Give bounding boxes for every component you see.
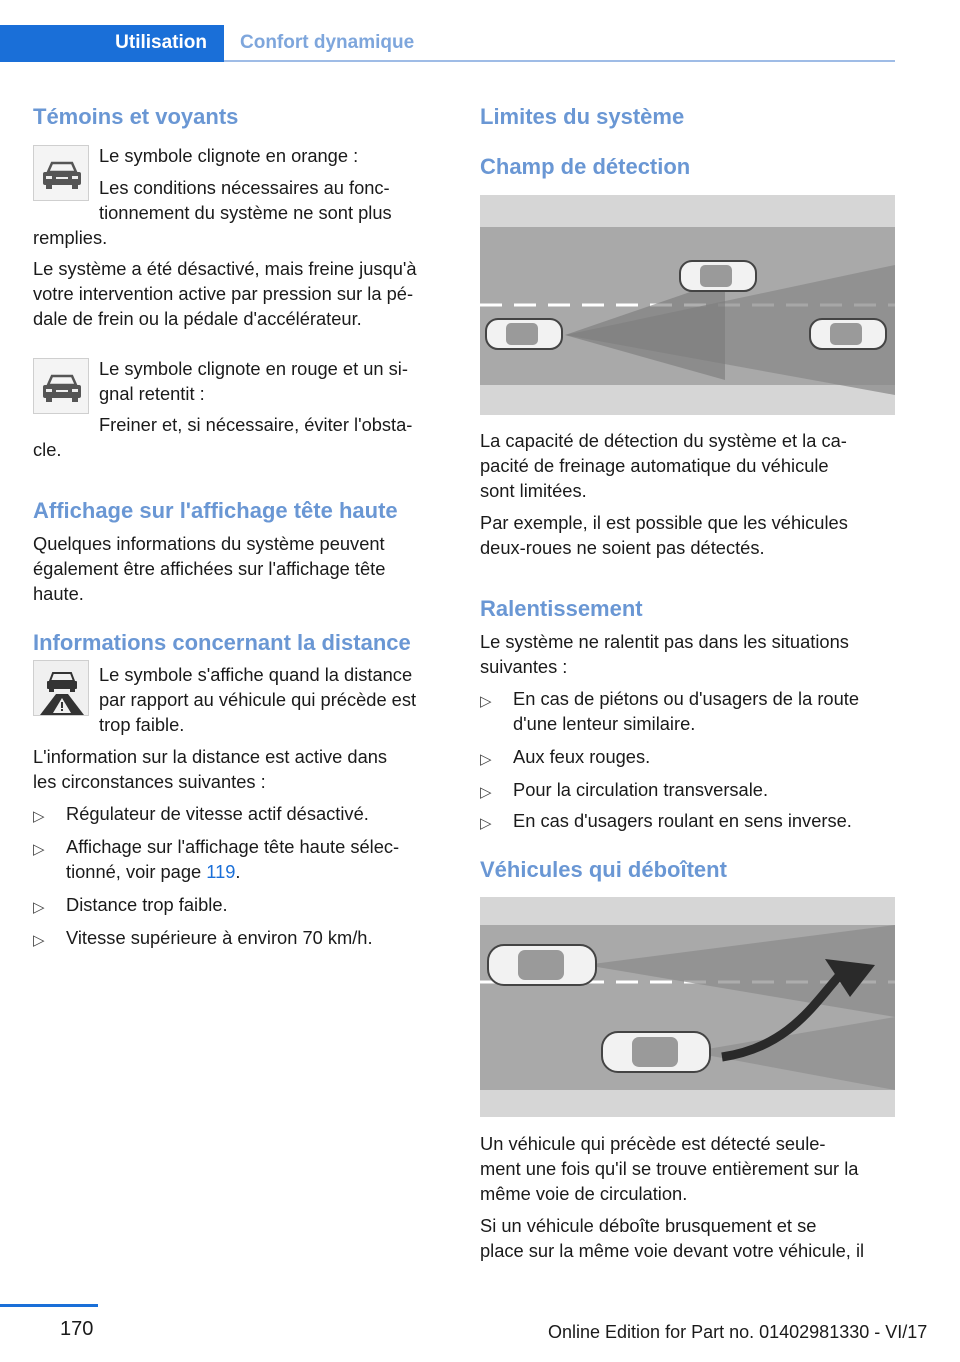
- orange-desc-cont: remplies.: [33, 227, 108, 248]
- distance-info: L'information sur la distance est active dans les circonstances suivantes :: [33, 746, 388, 792]
- triangle-right-outline-icon: ▷: [33, 808, 45, 825]
- car-front-warning-icon: [33, 145, 89, 201]
- triangle-right-outline-icon: ▷: [480, 815, 492, 832]
- triangle-right-outline-icon: ▷: [33, 932, 45, 949]
- car-other-lane: [680, 261, 756, 291]
- section-title-hud: Affichage sur l'affichage tête haute: [33, 498, 398, 523]
- ralentissement-paragraph: Le système ne ralentit pas dans les situations suivantes :: [480, 631, 849, 677]
- car-cutting-in: [602, 1032, 710, 1072]
- section-title-limites: Limites du système: [480, 104, 685, 129]
- cut-in-paragraph: Un véhicule qui précède est détecté seule- ment une fois qu'il se trouve entièrement sur la même voie de circulation.: [480, 1133, 859, 1204]
- tab-utilisation[interactable]: Utilisation: [0, 25, 224, 62]
- triangle-right-outline-icon: ▷: [33, 841, 45, 858]
- list-item-cont: d'une lenteur similaire.: [513, 713, 696, 734]
- car-ego: [486, 319, 562, 349]
- car-front-warning-icon: [33, 358, 89, 414]
- rouge-action-cont: cle.: [33, 439, 62, 460]
- detection-field-illustration: [480, 195, 895, 415]
- rouge-action: Freiner et, si nécessaire, éviter l'obsta-: [99, 414, 413, 435]
- tab-confort-dynamique[interactable]: Confort dynamique: [240, 32, 415, 53]
- orange-desc: Les conditions nécessaires au fonc- tionnement du système ne sont plus: [99, 177, 392, 223]
- capacity-paragraph: La capacité de détection du système et la ca- pacité de freinage automatique du véhicule sont limitées.: [480, 430, 847, 501]
- hud-paragraph: Quelques informations du système peuvent également être affichées sur l'affichage tête haute.: [33, 533, 386, 604]
- triangle-right-outline-icon: ▷: [480, 693, 492, 710]
- example-paragraph: Par exemple, il est possible que les véhicules deux-roues ne soient pas détectés.: [480, 512, 848, 558]
- rouge-text: Le symbole clignote en rouge et un si- gnal retentit :: [99, 358, 408, 404]
- section-title-temoins: Témoins et voyants: [33, 104, 239, 129]
- section-title-champ: Champ de détection: [480, 154, 691, 179]
- distance-warning-icon: [33, 660, 89, 716]
- car-ahead-lane: [810, 319, 886, 349]
- cut-in-illustration: [480, 897, 895, 1117]
- list-item-cont: tionné, voir page 119.: [66, 861, 241, 882]
- orange-text: Le symbole clignote en orange :: [99, 145, 359, 166]
- cut-in-paragraph-2: Si un véhicule déboîte brusquement et se place sur la même voie devant votre véhicule, il: [480, 1215, 865, 1261]
- section-title-distance: Informations concernant la distance: [33, 630, 411, 655]
- distance-text: Le symbole s'affiche quand la distance par rapport au véhicule qui précède est trop faible.: [99, 664, 417, 735]
- edition-note: Online Edition for Part no. 01402981330 - VI/17: [548, 1322, 928, 1342]
- footer-rule: [0, 1304, 98, 1307]
- section-title-ralentissement: Ralentissement: [480, 596, 643, 621]
- page-link[interactable]: 119: [206, 861, 236, 882]
- car-ahead: [488, 945, 596, 985]
- section-title-deboitent: Véhicules qui déboîtent: [480, 857, 727, 882]
- triangle-right-outline-icon: ▷: [480, 751, 492, 768]
- header-tabs: [0, 25, 960, 62]
- triangle-right-outline-icon: ▷: [33, 899, 45, 916]
- header-rule: [224, 60, 895, 62]
- triangle-right-outline-icon: ▷: [480, 784, 492, 801]
- page-number: 170: [60, 1318, 94, 1340]
- desactive-paragraph: Le système a été désactivé, mais freine jusqu'à votre intervention active par pression sur la pé- dale de frein ou la pédale d'accélérateur.: [33, 258, 417, 329]
